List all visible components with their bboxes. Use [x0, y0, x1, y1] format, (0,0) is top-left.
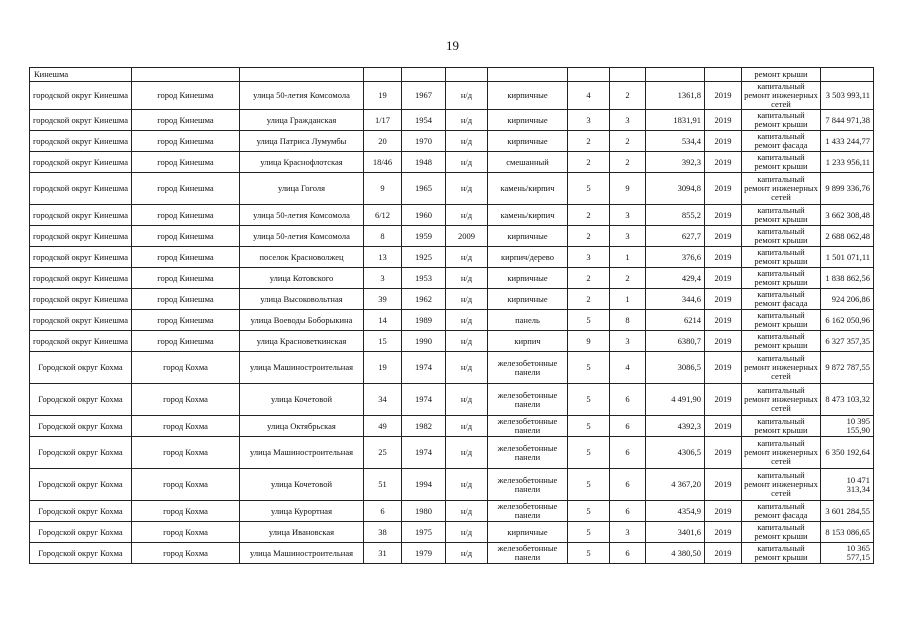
cell-empty [821, 68, 874, 82]
cell-year-built: 1970 [402, 131, 446, 152]
cell-floors: 2 [568, 289, 610, 310]
cell-floors: 3 [568, 247, 610, 268]
cell-year-built: 1989 [402, 310, 446, 331]
cell-wall-material: кирпичные [488, 110, 568, 131]
cell-year-built: 1982 [402, 416, 446, 437]
cell-empty [610, 68, 646, 82]
cell-settlement: город Кинешма [132, 331, 240, 352]
cell-year-reconstructed: н/д [446, 522, 488, 543]
cell-empty [488, 68, 568, 82]
cell-house-number: 3 [364, 268, 402, 289]
cell-year-built: 1974 [402, 352, 446, 384]
cell-work: капитальный ремонт крыши [742, 416, 821, 437]
cell-year-reconstructed: н/д [446, 152, 488, 173]
cell-year-plan: 2019 [705, 469, 742, 501]
cell-street: улица Котовского [240, 268, 364, 289]
cell-empty [446, 68, 488, 82]
cell-cost: 9 872 787,55 [821, 352, 874, 384]
cell-entrances: 1 [610, 247, 646, 268]
cell-wall-material: железобетонные панели [488, 352, 568, 384]
cell-street: улица Машиностроительная [240, 437, 364, 469]
cell-house-number: 49 [364, 416, 402, 437]
cell-year-plan: 2019 [705, 543, 742, 564]
cell-year-reconstructed: н/д [446, 416, 488, 437]
cell-house-number: 39 [364, 289, 402, 310]
cell-year-reconstructed: н/д [446, 131, 488, 152]
cell-year-reconstructed: н/д [446, 268, 488, 289]
cell-year-built: 1974 [402, 437, 446, 469]
cell-work: капитальный ремонт фасада [742, 289, 821, 310]
cell-area: 627,7 [646, 226, 705, 247]
cell-street: улица Октябрьская [240, 416, 364, 437]
cell-entrances: 4 [610, 352, 646, 384]
cell-area: 534,4 [646, 131, 705, 152]
cell-floors: 5 [568, 384, 610, 416]
table-row [30, 152, 874, 173]
cell-settlement: город Кохма [132, 437, 240, 469]
cell-floors: 5 [568, 352, 610, 384]
cell-municipality: городской округ Кинешма [30, 173, 132, 205]
cell-year-plan: 2019 [705, 352, 742, 384]
cell-entrances: 9 [610, 173, 646, 205]
cell-year-built: 1959 [402, 226, 446, 247]
cell-cost: 10 365 577,15 [821, 543, 874, 564]
cell-street: улица Машиностроительная [240, 543, 364, 564]
cell-year-plan: 2019 [705, 268, 742, 289]
cell-settlement: город Кохма [132, 522, 240, 543]
page-number: 19 [446, 38, 459, 53]
cell-settlement: город Кинешма [132, 310, 240, 331]
cell-municipality: Городской округ Кохма [30, 437, 132, 469]
cell-wall-material: кирпичные [488, 226, 568, 247]
cell-settlement: город Кинешма [132, 82, 240, 110]
cell-cost: 1 501 071,11 [821, 247, 874, 268]
cell-year-reconstructed: н/д [446, 82, 488, 110]
cell-year-plan: 2019 [705, 173, 742, 205]
table-row [30, 173, 874, 205]
cell-year-reconstructed: н/д [446, 469, 488, 501]
cell-municipality: городской округ Кинешма [30, 152, 132, 173]
cell-year-built: 1962 [402, 289, 446, 310]
cell-house-number: 6 [364, 501, 402, 522]
cell-settlement: город Кохма [132, 384, 240, 416]
table-row [30, 437, 874, 469]
cell-street: улица Ивановская [240, 522, 364, 543]
cell-year-plan: 2019 [705, 131, 742, 152]
table-row [30, 110, 874, 131]
cell-settlement: город Кинешма [132, 247, 240, 268]
cell-work: капитальный ремонт инженерных сетей [742, 437, 821, 469]
cell-entrances: 3 [610, 522, 646, 543]
cell-area: 3086,5 [646, 352, 705, 384]
cell-entrances: 2 [610, 268, 646, 289]
cell-house-number: 31 [364, 543, 402, 564]
cell-entrances: 3 [610, 110, 646, 131]
cell-entrances: 6 [610, 384, 646, 416]
cell-area: 376,6 [646, 247, 705, 268]
cell-area: 4 367,20 [646, 469, 705, 501]
cell-year-reconstructed: н/д [446, 289, 488, 310]
cell-area: 3094,8 [646, 173, 705, 205]
cell-street: улица Кочетовой [240, 469, 364, 501]
cell-floors: 5 [568, 416, 610, 437]
cell-cost: 6 350 192,64 [821, 437, 874, 469]
cell-house-number: 18/46 [364, 152, 402, 173]
cell-year-reconstructed: н/д [446, 205, 488, 226]
cell-settlement: город Кинешма [132, 205, 240, 226]
cell-area: 4 491,90 [646, 384, 705, 416]
cell-house-number: 14 [364, 310, 402, 331]
cell-empty [132, 68, 240, 82]
cell-entrances: 3 [610, 205, 646, 226]
cell-area: 1361,8 [646, 82, 705, 110]
cell-wall-material: кирпич [488, 331, 568, 352]
cell-work: капитальный ремонт крыши [742, 268, 821, 289]
cell-empty [705, 68, 742, 82]
table-row [30, 289, 874, 310]
cell-empty [402, 68, 446, 82]
cell-municipality: Городской округ Кохма [30, 522, 132, 543]
table-row-partial [30, 68, 874, 82]
cell-entrances: 2 [610, 82, 646, 110]
table-row [30, 82, 874, 110]
cell-settlement: город Кинешма [132, 226, 240, 247]
cell-wall-material: кирпичные [488, 131, 568, 152]
cell-year-plan: 2019 [705, 310, 742, 331]
cell-municipality: Городской округ Кохма [30, 501, 132, 522]
cell-cost: 2 688 062,48 [821, 226, 874, 247]
cell-municipality: городской округ Кинешма [30, 205, 132, 226]
cell-year-built: 1979 [402, 543, 446, 564]
cell-municipality: Городской округ Кохма [30, 543, 132, 564]
cell-area: 855,2 [646, 205, 705, 226]
cell-work: капитальный ремонт крыши [742, 205, 821, 226]
cell-wall-material: кирпичные [488, 289, 568, 310]
cell-year-built: 1925 [402, 247, 446, 268]
cell-municipality: Городской округ Кохма [30, 469, 132, 501]
table-row [30, 310, 874, 331]
cell-wall-material: кирпич/дерево [488, 247, 568, 268]
cell-settlement: город Кинешма [132, 268, 240, 289]
cell-house-number: 15 [364, 331, 402, 352]
cell-work: капитальный ремонт инженерных сетей [742, 352, 821, 384]
table-row [30, 268, 874, 289]
cell-year-reconstructed: н/д [446, 384, 488, 416]
cell-year-plan: 2019 [705, 384, 742, 416]
cell-street: улица Кочетовой [240, 384, 364, 416]
cell-year-built: 1975 [402, 522, 446, 543]
cell-year-reconstructed: н/д [446, 437, 488, 469]
cell-cost: 1 233 956,11 [821, 152, 874, 173]
cell-floors: 5 [568, 437, 610, 469]
cell-entrances: 6 [610, 437, 646, 469]
cell-year-reconstructed: н/д [446, 352, 488, 384]
cell-area: 4392,3 [646, 416, 705, 437]
cell-area: 392,3 [646, 152, 705, 173]
cell-entrances: 1 [610, 289, 646, 310]
cell-municipality: городской округ Кинешма [30, 131, 132, 152]
cell-cost: 8 473 103,32 [821, 384, 874, 416]
cell-year-built: 1974 [402, 384, 446, 416]
cell-year-plan: 2019 [705, 416, 742, 437]
table-row [30, 522, 874, 543]
cell-empty [240, 68, 364, 82]
cell-year-built: 1953 [402, 268, 446, 289]
cell-year-built: 1948 [402, 152, 446, 173]
cell-house-number: 9 [364, 173, 402, 205]
cell-house-number: 51 [364, 469, 402, 501]
cell-entrances: 6 [610, 501, 646, 522]
cell-work: ремонт крыши [742, 68, 821, 82]
cell-house-number: 6/12 [364, 205, 402, 226]
cell-cost: 3 601 284,55 [821, 501, 874, 522]
cell-street: улица Краснофлотская [240, 152, 364, 173]
table-row [30, 352, 874, 384]
cell-floors: 5 [568, 501, 610, 522]
cell-street: улица Высоковольтная [240, 289, 364, 310]
cell-wall-material: камень/кирпич [488, 205, 568, 226]
cell-area: 429,4 [646, 268, 705, 289]
cell-entrances: 3 [610, 331, 646, 352]
cell-wall-material: кирпичные [488, 82, 568, 110]
cell-area: 6214 [646, 310, 705, 331]
table-row [30, 416, 874, 437]
cell-work: капитальный ремонт крыши [742, 522, 821, 543]
cell-empty [568, 68, 610, 82]
cell-cost: 1 433 244,77 [821, 131, 874, 152]
cell-settlement: город Кинешма [132, 110, 240, 131]
cell-entrances: 6 [610, 469, 646, 501]
table-row [30, 331, 874, 352]
cell-entrances: 8 [610, 310, 646, 331]
cell-municipality: городской округ Кинешма [30, 247, 132, 268]
cell-wall-material: железобетонные панели [488, 501, 568, 522]
cell-year-built: 1980 [402, 501, 446, 522]
cell-year-plan: 2019 [705, 501, 742, 522]
cell-house-number: 1/17 [364, 110, 402, 131]
cell-wall-material: кирпичные [488, 522, 568, 543]
cell-area: 6380,7 [646, 331, 705, 352]
cell-floors: 5 [568, 469, 610, 501]
cell-cost: 3 503 993,11 [821, 82, 874, 110]
cell-year-reconstructed: н/д [446, 543, 488, 564]
cell-work: капитальный ремонт инженерных сетей [742, 469, 821, 501]
cell-cost: 924 206,86 [821, 289, 874, 310]
cell-settlement: город Кохма [132, 543, 240, 564]
cell-entrances: 2 [610, 152, 646, 173]
cell-house-number: 20 [364, 131, 402, 152]
cell-work: капитальный ремонт крыши [742, 310, 821, 331]
cell-floors: 2 [568, 268, 610, 289]
cell-area: 4306,5 [646, 437, 705, 469]
cell-area: 4354,9 [646, 501, 705, 522]
cell-municipality: городской округ Кинешма [30, 226, 132, 247]
cell-area: 3401,6 [646, 522, 705, 543]
cell-floors: 9 [568, 331, 610, 352]
cell-street: поселок Красноволжец [240, 247, 364, 268]
cell-year-built: 1994 [402, 469, 446, 501]
table-row [30, 543, 874, 564]
cell-work: капитальный ремонт фасада [742, 501, 821, 522]
cell-year-reconstructed: н/д [446, 247, 488, 268]
cell-house-number: 38 [364, 522, 402, 543]
cell-cost: 6 162 050,96 [821, 310, 874, 331]
cell-empty [646, 68, 705, 82]
cell-year-reconstructed: н/д [446, 110, 488, 131]
table-row [30, 469, 874, 501]
cell-year-built: 1990 [402, 331, 446, 352]
cell-street: улица Машиностроительная [240, 352, 364, 384]
cell-house-number: 34 [364, 384, 402, 416]
cell-house-number: 19 [364, 82, 402, 110]
cell-house-number: 8 [364, 226, 402, 247]
cell-cost: 1 838 862,56 [821, 268, 874, 289]
cell-year-plan: 2019 [705, 331, 742, 352]
cell-floors: 2 [568, 205, 610, 226]
cell-year-plan: 2019 [705, 226, 742, 247]
cell-floors: 2 [568, 131, 610, 152]
cell-municipality: Кинешма [30, 68, 132, 82]
cell-wall-material: железобетонные панели [488, 416, 568, 437]
cell-work: капитальный ремонт инженерных сетей [742, 384, 821, 416]
cell-year-reconstructed: н/д [446, 310, 488, 331]
cell-year-built: 1965 [402, 173, 446, 205]
cell-floors: 2 [568, 226, 610, 247]
table-row [30, 205, 874, 226]
cell-municipality: городской округ Кинешма [30, 331, 132, 352]
cell-year-plan: 2019 [705, 522, 742, 543]
cell-work: капитальный ремонт крыши [742, 543, 821, 564]
cell-street: улица Патриса Лумумбы [240, 131, 364, 152]
cell-street: улица Красноветкинская [240, 331, 364, 352]
cell-settlement: город Кинешма [132, 289, 240, 310]
cell-street: улица Курортная [240, 501, 364, 522]
cell-year-plan: 2019 [705, 437, 742, 469]
cell-floors: 5 [568, 173, 610, 205]
cell-entrances: 6 [610, 543, 646, 564]
cell-floors: 3 [568, 110, 610, 131]
cell-year-reconstructed: н/д [446, 173, 488, 205]
cell-year-plan: 2019 [705, 289, 742, 310]
cell-house-number: 13 [364, 247, 402, 268]
cell-cost: 8 153 086,65 [821, 522, 874, 543]
cell-municipality: городской округ Кинешма [30, 110, 132, 131]
cell-year-plan: 2019 [705, 152, 742, 173]
cell-work: капитальный ремонт крыши [742, 110, 821, 131]
cell-street: улица 50-летия Комсомола [240, 205, 364, 226]
cell-street: улица Воеводы Боборыкина [240, 310, 364, 331]
cell-settlement: город Кинешма [132, 173, 240, 205]
table-row [30, 131, 874, 152]
cell-cost: 10 471 313,34 [821, 469, 874, 501]
table-row [30, 384, 874, 416]
cell-municipality: Городской округ Кохма [30, 416, 132, 437]
cell-area: 4 380,50 [646, 543, 705, 564]
cell-cost: 10 395 155,90 [821, 416, 874, 437]
cell-wall-material: железобетонные панели [488, 469, 568, 501]
cell-year-built: 1960 [402, 205, 446, 226]
cell-entrances: 3 [610, 226, 646, 247]
cell-settlement: город Кохма [132, 352, 240, 384]
cell-year-plan: 2019 [705, 205, 742, 226]
cell-year-plan: 2019 [705, 82, 742, 110]
cell-work: капитальный ремонт крыши [742, 226, 821, 247]
cell-municipality: городской округ Кинешма [30, 310, 132, 331]
cell-cost: 7 844 971,38 [821, 110, 874, 131]
cell-house-number: 19 [364, 352, 402, 384]
cell-house-number: 25 [364, 437, 402, 469]
cell-work: капитальный ремонт крыши [742, 331, 821, 352]
cell-floors: 4 [568, 82, 610, 110]
table-row [30, 247, 874, 268]
cell-year-reconstructed: н/д [446, 331, 488, 352]
cell-settlement: город Кинешма [132, 152, 240, 173]
cell-municipality: городской округ Кинешма [30, 289, 132, 310]
cell-year-built: 1954 [402, 110, 446, 131]
cell-floors: 5 [568, 522, 610, 543]
cell-entrances: 6 [610, 416, 646, 437]
cell-floors: 5 [568, 310, 610, 331]
cell-work: капитальный ремонт инженерных сетей [742, 173, 821, 205]
cell-floors: 5 [568, 543, 610, 564]
table-row [30, 226, 874, 247]
cell-cost: 3 662 308,48 [821, 205, 874, 226]
cell-floors: 2 [568, 152, 610, 173]
cell-settlement: город Кохма [132, 501, 240, 522]
cell-work: капитальный ремонт крыши [742, 152, 821, 173]
cell-area: 1831,91 [646, 110, 705, 131]
cell-settlement: город Кинешма [132, 131, 240, 152]
cell-municipality: Городской округ Кохма [30, 352, 132, 384]
cell-street: улица 50-летия Комсомола [240, 82, 364, 110]
cell-street: улица Гражданская [240, 110, 364, 131]
cell-work: капитальный ремонт крыши [742, 247, 821, 268]
cell-wall-material: панель [488, 310, 568, 331]
cell-municipality: Городской округ Кохма [30, 384, 132, 416]
cell-entrances: 2 [610, 131, 646, 152]
cell-wall-material: железобетонные панели [488, 543, 568, 564]
cell-area: 344,6 [646, 289, 705, 310]
cell-wall-material: смешанный [488, 152, 568, 173]
repair-program-table [29, 67, 874, 564]
cell-work: капитальный ремонт фасада [742, 131, 821, 152]
cell-street: улица Гоголя [240, 173, 364, 205]
cell-street: улица 50-летия Комсомола [240, 226, 364, 247]
cell-wall-material: железобетонные панели [488, 384, 568, 416]
cell-wall-material: камень/кирпич [488, 173, 568, 205]
cell-settlement: город Кохма [132, 469, 240, 501]
cell-cost: 9 899 336,76 [821, 173, 874, 205]
cell-year-reconstructed: н/д [446, 501, 488, 522]
cell-wall-material: кирпичные [488, 268, 568, 289]
cell-year-plan: 2019 [705, 110, 742, 131]
cell-work: капитальный ремонт инженерных сетей [742, 82, 821, 110]
cell-municipality: городской округ Кинешма [30, 268, 132, 289]
cell-year-reconstructed: 2009 [446, 226, 488, 247]
cell-settlement: город Кохма [132, 416, 240, 437]
cell-municipality: городской округ Кинешма [30, 82, 132, 110]
cell-year-built: 1967 [402, 82, 446, 110]
cell-cost: 6 327 357,35 [821, 331, 874, 352]
cell-wall-material: железобетонные панели [488, 437, 568, 469]
table-row [30, 501, 874, 522]
cell-empty [364, 68, 402, 82]
cell-year-plan: 2019 [705, 247, 742, 268]
